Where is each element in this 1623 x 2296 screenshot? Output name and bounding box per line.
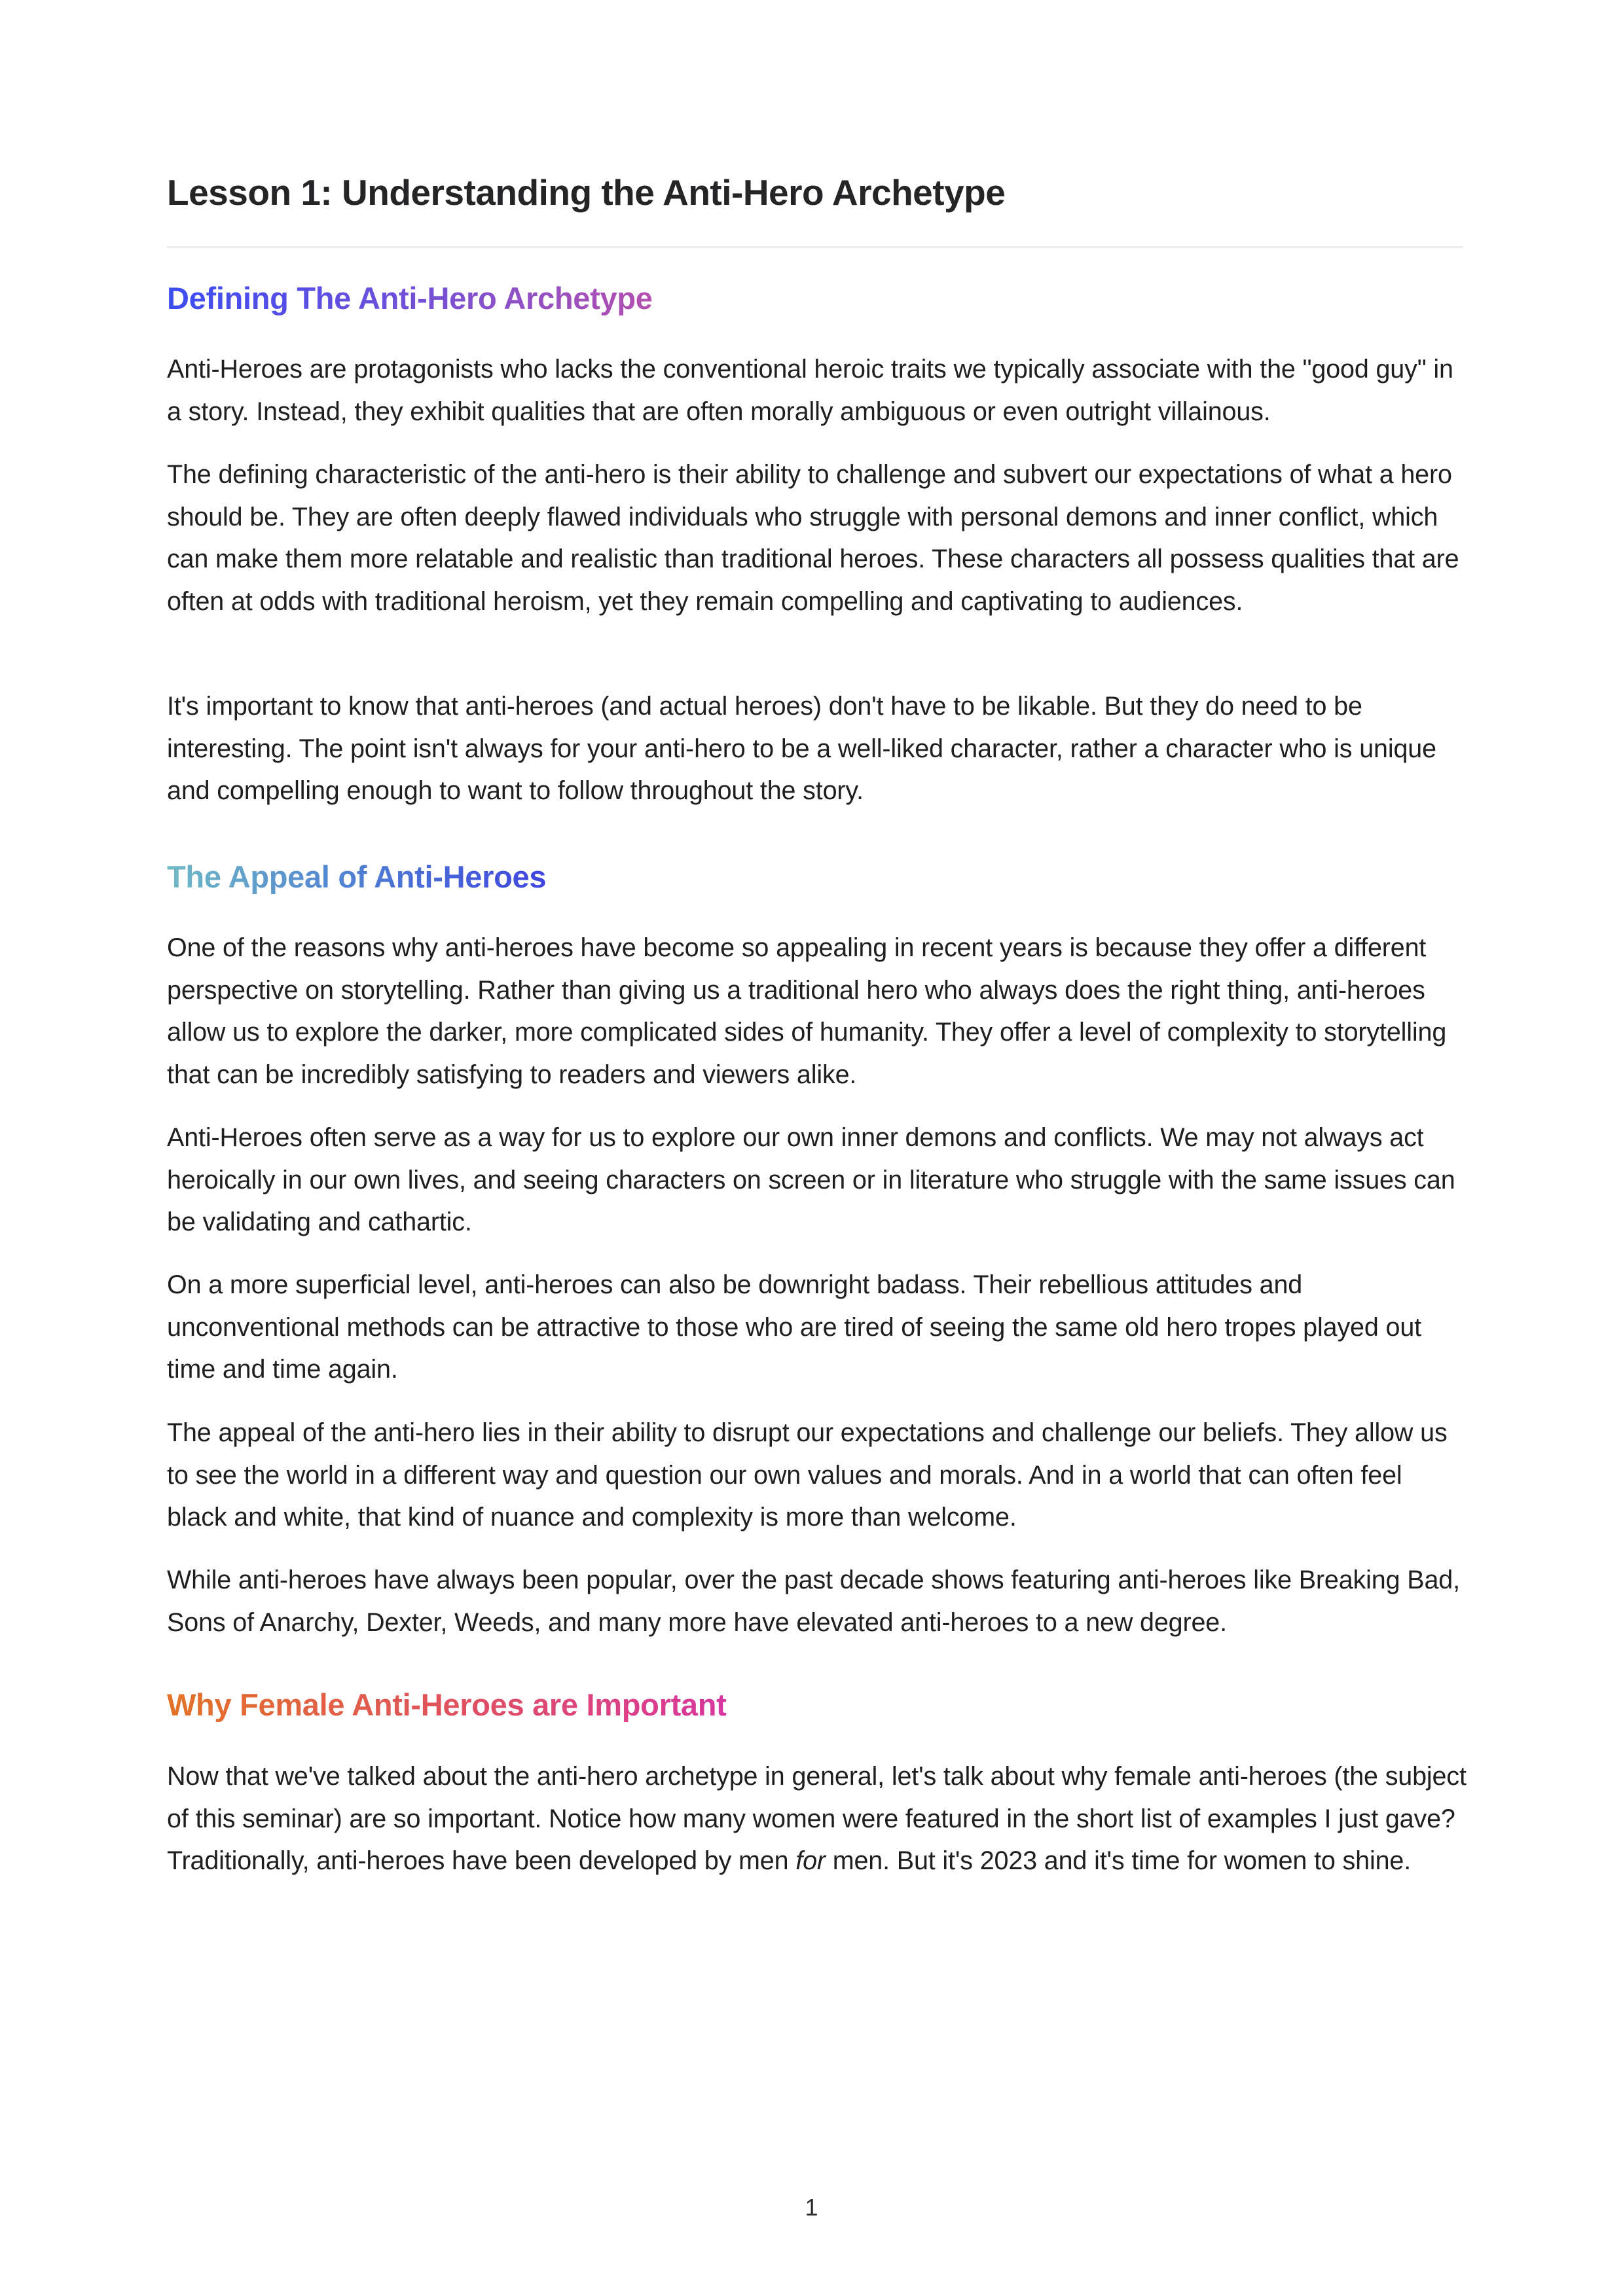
title-divider: [167, 246, 1463, 248]
section-heading-defining: Defining The Anti-Hero Archetype: [167, 281, 653, 315]
emphasis-text: for: [795, 1846, 826, 1875]
paragraph-text: men. But it's 2023 and it's time for women to shine.: [825, 1846, 1412, 1875]
paragraph: [167, 1755, 1467, 1882]
paragraph: Anti-Heroes often serve as a way for us to explore our own inner demons and conflicts. We may not always act heroically in our own lives, and seeing characters on screen or in literature who struggle with the same issues can be validating and cathartic.: [167, 1123, 1455, 1236]
paragraph: It's important to know that anti-heroes (and actual heroes) don't have to be likable. But they do need to be interesting. The point isn't always for your anti-hero to be a well-liked character, rather a character who is unique and compelling enough to want to follow throughout the story.: [167, 692, 1436, 805]
section-heading-appeal: The Appeal of Anti-Heroes: [167, 859, 547, 894]
paragraph-text: Now that we've talked about the anti-hero archetype in general, let's talk about why female anti-heroes (the subject of this seminar) are so important. Notice how many women were featured in the short list of examples I just gave? Traditionally, anti-heroes have been developed by men: [167, 1762, 1467, 1875]
paragraph: One of the reasons why anti-heroes have become so appealing in recent years is because they offer a different perspective on storytelling. Rather than giving us a traditional hero who always does the right thing, anti-heroes allow us to explore the darker, more complicated sides of humanity. They offer a level of complexity to storytelling that can be incredibly satisfying to readers and viewers alike.: [167, 933, 1447, 1089]
lesson-title: Lesson 1: Understanding the Anti-Hero Archetype: [167, 172, 1006, 213]
paragraph: On a more superficial level, anti-heroes can also be downright badass. Their rebellious attitudes and unconventional methods can be attractive to those who are tired of seeing the same old hero tropes played out time and time again.: [167, 1270, 1421, 1384]
section-heading-female: Why Female Anti-Heroes are Important: [167, 1687, 727, 1722]
paragraph: The appeal of the anti-hero lies in their ability to disrupt our expectations and challenge our beliefs. They allow us to see the world in a different way and question our own values and morals. And in a world that can often feel black and white, that kind of nuance and complexity is more than welcome.: [167, 1418, 1448, 1532]
paragraph: The defining characteristic of the anti-hero is their ability to challenge and subvert our expectations of what a hero should be. They are often deeply flawed individuals who struggle with personal demons and inner conflict, which can make them more relatable and realistic than traditional heroes. These characters all possess qualities that are often at odds with traditional heroism, yet they remain compelling and captivating to audiences.: [167, 460, 1459, 616]
paragraph: Anti-Heroes are protagonists who lacks the conventional heroic traits we typically associate with the "good guy" in a story. Instead, they exhibit qualities that are often morally ambiguous or even outright villainous.: [167, 355, 1453, 426]
paragraph: While anti-heroes have always been popular, over the past decade shows featuring anti-heroes like Breaking Bad, Sons of Anarchy, Dexter, Weeds, and many more have elevated anti-heroes to a new degree.: [167, 1566, 1460, 1637]
page-number: 1: [805, 2194, 818, 2221]
